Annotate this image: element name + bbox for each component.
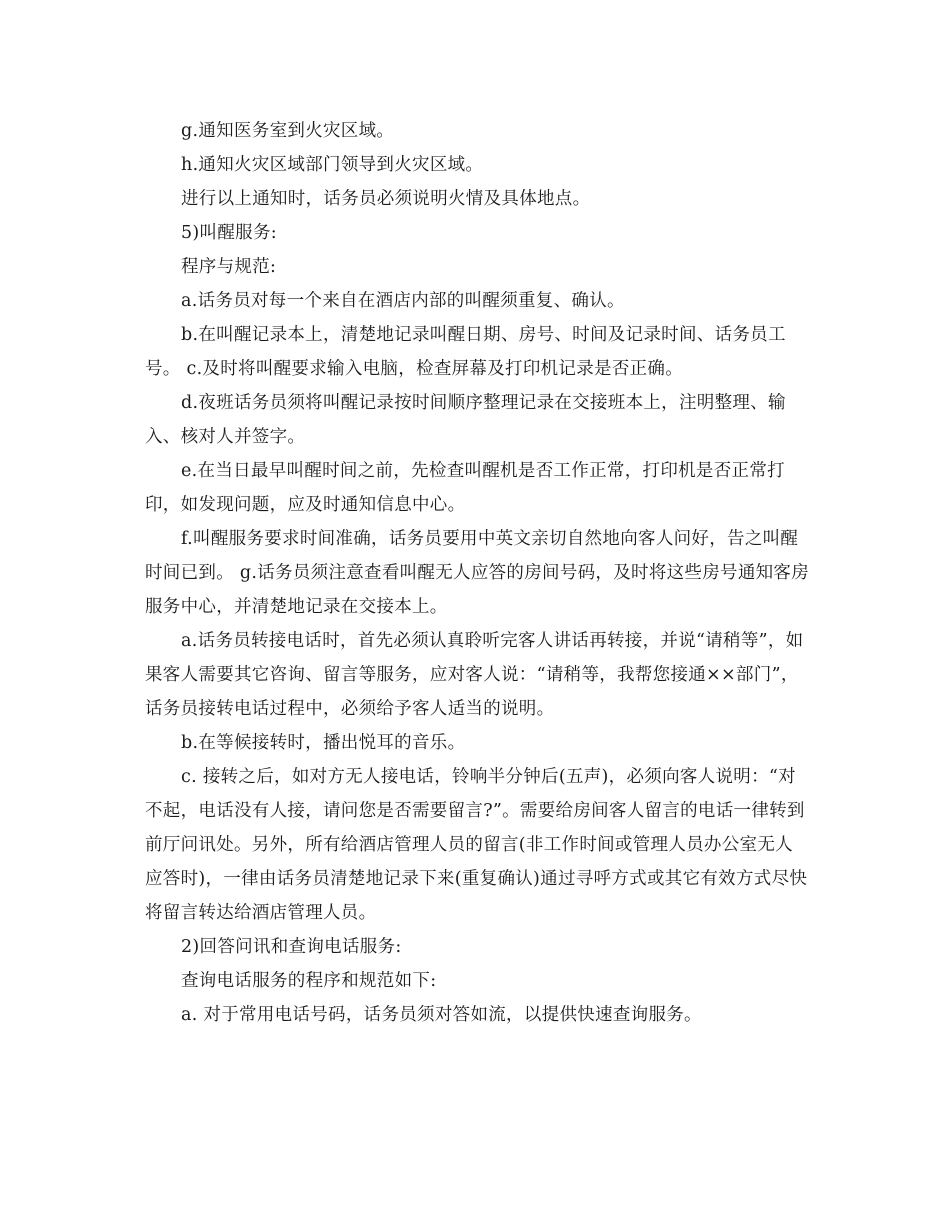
paragraph-inquiry-intro: 查询电话服务的程序和规范如下: <box>181 971 437 991</box>
paragraph-transfer-b: b.在等候接转时，播出悦耳的音乐。 <box>181 733 466 753</box>
paragraph-wakeup-a: a.话务员对每一个来自在酒店内部的叫醒须重复、确认。 <box>181 291 625 311</box>
paragraph-notify-department-leader: h.通知火灾区域部门领导到火灾区域。 <box>181 155 484 175</box>
paragraph-wakeup-b-c: b.在叫醒记录本上，清楚地记录叫醒日期、房号、时间及记录时间、话务员工号。 c.及时将叫醒要求输入电脑，检查屏幕及打印机记录是否正确。 <box>145 325 786 379</box>
paragraph-wakeup-d: d.夜班话务员须将叫醒记录按时间顺序整理记录在交接班本上，注明整理、输入、核对人并签字。 <box>145 393 786 447</box>
paragraph-notify-medical: g.通知医务室到火灾区域。 <box>181 121 395 141</box>
paragraph-wakeup-f-g: f.叫醒服务要求时间准确，话务员要用中英文亲切自然地向客人问好，告之叫醒时间已到。 g.话务员须注意查看叫醒无人应答的房间号码，及时将这些房号通知客房服务中心，并清楚地记录在交接本上。 <box>145 529 810 617</box>
paragraph-notification-note: 进行以上通知时，话务员必须说明火情及具体地点。 <box>181 189 591 209</box>
document-body <box>145 114 810 1032</box>
heading-procedure-standard: 程序与规范: <box>181 257 277 277</box>
heading-wakeup-service: 5)叫醒服务: <box>181 223 277 243</box>
paragraph-transfer-a: a.话务员转接电话时，首先必须认真聆听完客人讲话再转接，并说“请稍等”，如果客人需要其它咨询、留言等服务，应对客人说：“请稍等，我帮您接通××部门”，话务员接转电话过程中，必须给予客人适当的说明。 <box>145 631 804 719</box>
paragraph-inquiry-a: a. 对于常用电话号码，话务员须对答如流，以提供快速查询服务。 <box>181 1005 702 1025</box>
heading-inquiry-service: 2)回答问讯和查询电话服务: <box>181 937 402 957</box>
paragraph-wakeup-e: e.在当日最早叫醒时间之前，先检查叫醒机是否工作正常，打印机是否正常打印，如发现问题，应及时通知信息中心。 <box>145 461 785 515</box>
paragraph-transfer-c: c. 接转之后，如对方无人接电话，铃响半分钟后(五声)，必须向客人说明：“对不起，电话没有人接，请问您是否需要留言?”。需要给房间客人留言的电话一律转到前厅问讯处。另外，所有给酒店管理人员的留言(非工作时间或管理人员办公室无人应答时)，一律由话务员清楚地记录下来(重复确认)通过寻呼方式或其它有效方式尽快将留言转达给酒店管理人员。 <box>145 767 808 923</box>
